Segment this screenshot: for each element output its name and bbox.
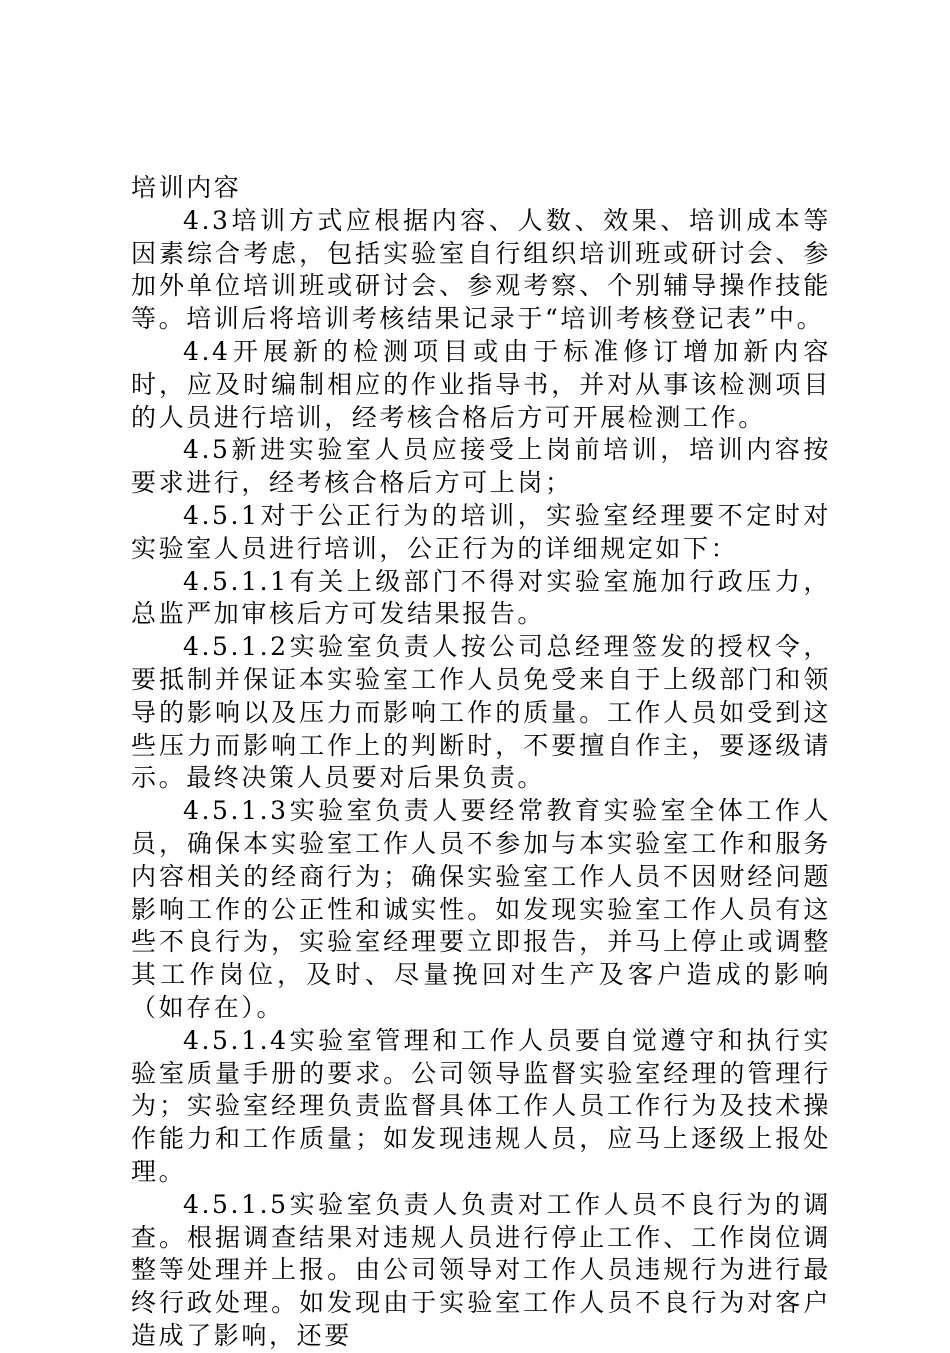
paragraph-4-5: 4.5新进实验室人员应接受上岗前培训，培训内容按要求进行，经考核合格后方可上岗； xyxy=(131,435,831,498)
paragraph-4-4: 4.4开展新的检测项目或由于标准修订增加新内容时，应及时编制相应的作业指导书，并对从事该检测项目的人员进行培训，经考核合格后方可开展检测工作。 xyxy=(131,336,831,432)
document-body xyxy=(131,172,831,1353)
paragraph-4-5-1-4: 4.5.1.4实验室管理和工作人员要自觉遵守和执行实验室质量手册的要求。公司领导监督实验室经理的管理行为；实验室经理负责监督具体工作人员工作行为及技术操作能力和工作质量；如发现违规人员，应马上逐级上报处理。 xyxy=(131,1025,831,1186)
paragraph-4-5-1-2: 4.5.1.2实验室负责人按公司总经理签发的授权令，要抵制并保证本实验室工作人员免受来自于上级部门和领导的影响以及压力而影响工作的质量。工作人员如受到这些压力而影响工作上的判断时，不要擅自作主，要逐级请示。最终决策人员要对后果负责。 xyxy=(131,632,831,793)
paragraph-4-5-1-3: 4.5.1.3实验室负责人要经常教育实验室全体工作人员，确保本实验室工作人员不参加与本实验室工作和服务内容相关的经商行为；确保实验室工作人员不因财经问题影响工作的公正性和诚实性。如发现实验室工作人员有这些不良行为，实验室经理要立即报告，并马上停止或调整其工作岗位，及时、尽量挽回对生产及客户造成的影响（如存在）。 xyxy=(131,796,831,1022)
paragraph-4-3: 4.3培训方式应根据内容、人数、效果、培训成本等因素综合考虑，包括实验室自行组织培训班或研讨会、参加外单位培训班或研讨会、参观考察、个别辅导操作技能等。培训后将培训考核结果记录于“培训考核登记表”中。 xyxy=(131,205,831,334)
paragraph-4-5-1-5: 4.5.1.5实验室负责人负责对工作人员不良行为的调查。根据调查结果对违规人员进行停止工作、工作岗位调整等处理并上报。由公司领导对工作人员违规行为进行最终行政处理。如发现由于实验室工作人员不良行为对客户造成了影响，还要 xyxy=(131,1189,831,1350)
paragraph-4-5-1: 4.5.1对于公正行为的培训，实验室经理要不定时对实验室人员进行培训，公正行为的详细规定如下： xyxy=(131,500,831,563)
paragraph-training-content: 培训内容 xyxy=(131,173,242,202)
paragraph-4-5-1-1: 4.5.1.1有关上级部门不得对实验室施加行政压力，总监严加审核后方可发结果报告。 xyxy=(131,566,831,629)
